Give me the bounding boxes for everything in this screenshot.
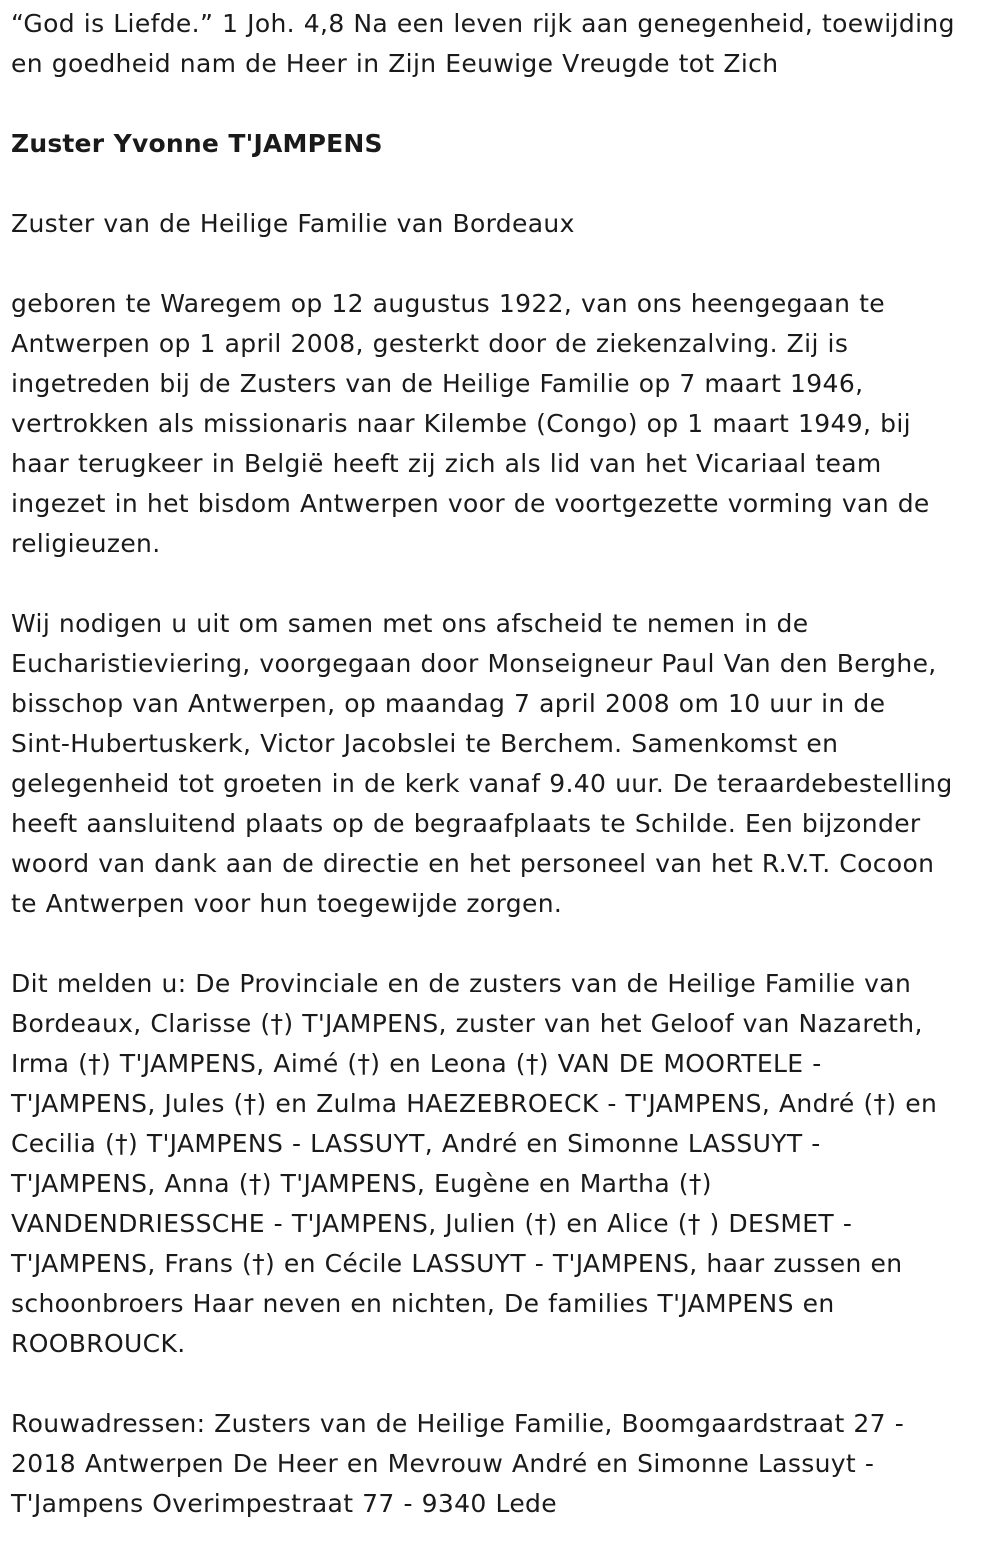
- paragraph-gap: [11, 244, 991, 284]
- text-line: religieuzen.: [11, 529, 161, 558]
- text-line: haar terugkeer in België heeft zij zich als lid van het Vicariaal team: [11, 449, 882, 478]
- address-paragraph: [11, 1404, 991, 1524]
- text-line: vertrokken als missionaris naar Kilembe (Congo) op 1 maart 1949, bij: [11, 409, 911, 438]
- text-line: ROOBROUCK.: [11, 1329, 186, 1358]
- text-line: Cecilia (†) T'JAMPENS - LASSUYT, André en Simonne LASSUYT -: [11, 1129, 821, 1158]
- text-line: Bordeaux, Clarisse (†) T'JAMPENS, zuster van het Geloof van Nazareth,: [11, 1009, 923, 1038]
- text-line: Antwerpen op 1 april 2008, gesterkt door de ziekenzalving. Zij is: [11, 329, 849, 358]
- text-line: Irma (†) T'JAMPENS, Aimé (†) en Leona (†) VAN DE MOORTELE -: [11, 1049, 822, 1078]
- text-line: T'JAMPENS, Frans (†) en Cécile LASSUYT - T'JAMPENS, haar zussen en: [11, 1249, 903, 1278]
- biography-paragraph: [11, 284, 991, 564]
- text-line: T'JAMPENS, Jules (†) en Zulma HAEZEBROECK - T'JAMPENS, André (†) en: [11, 1089, 938, 1118]
- text-line: Wij nodigen u uit om samen met ons afscheid te nemen in de: [11, 609, 809, 638]
- text-line: en goedheid nam de Heer in Zijn Eeuwige Vreugde tot Zich: [11, 49, 779, 78]
- text-line: T'Jampens Overimpestraat 77 - 9340 Lede: [11, 1489, 557, 1518]
- text-line: ingezet in het bisdom Antwerpen voor de voortgezette vorming van de: [11, 489, 930, 518]
- paragraph-gap: [11, 564, 991, 604]
- text-line: bisschop van Antwerpen, op maandag 7 april 2008 om 10 uur in de: [11, 689, 886, 718]
- text-line: woord van dank aan de directie en het personeel van het R.V.T. Cocoon: [11, 849, 935, 878]
- paragraph-gap: [11, 924, 991, 964]
- text-line: gelegenheid tot groeten in de kerk vanaf 9.40 uur. De teraardebestelling: [11, 769, 953, 798]
- ceremony-paragraph: [11, 604, 991, 924]
- text-line: Sint-Hubertuskerk, Victor Jacobslei te Berchem. Samenkomst en: [11, 729, 839, 758]
- congregation-line: Zuster van de Heilige Familie van Bordeaux: [11, 209, 575, 238]
- paragraph-gap: [11, 164, 991, 204]
- obituary-document: [11, 4, 991, 1524]
- text-line: T'JAMPENS, Anna (†) T'JAMPENS, Eugène en Martha (†): [11, 1169, 712, 1198]
- paragraph-gap: [11, 84, 991, 124]
- intro-quote: [11, 4, 991, 84]
- text-line: heeft aansluitend plaats op de begraafplaats te Schilde. Een bijzonder: [11, 809, 921, 838]
- text-line: Rouwadressen: Zusters van de Heilige Familie, Boomgaardstraat 27 -: [11, 1409, 905, 1438]
- text-line: ingetreden bij de Zusters van de Heilige Familie op 7 maart 1946,: [11, 369, 864, 398]
- text-line: Eucharistieviering, voorgegaan door Monseigneur Paul Van den Berghe,: [11, 649, 937, 678]
- text-line: 2018 Antwerpen De Heer en Mevrouw André en Simonne Lassuyt -: [11, 1449, 875, 1478]
- text-line: VANDENDRIESSCHE - T'JAMPENS, Julien (†) en Alice († ) DESMET -: [11, 1209, 853, 1238]
- text-line: geboren te Waregem op 12 augustus 1922, van ons heengegaan te: [11, 289, 886, 318]
- text-line: schoonbroers Haar neven en nichten, De families T'JAMPENS en: [11, 1289, 835, 1318]
- text-line: te Antwerpen voor hun toegewijde zorgen.: [11, 889, 563, 918]
- text-line: Dit melden u: De Provinciale en de zusters van de Heilige Familie van: [11, 969, 912, 998]
- family-paragraph: [11, 964, 991, 1364]
- paragraph-gap: [11, 1364, 991, 1404]
- text-line: “God is Liefde.” 1 Joh. 4,8 Na een leven rijk aan genegenheid, toewijding: [11, 9, 955, 38]
- deceased-name: Zuster Yvonne T'JAMPENS: [11, 129, 383, 158]
